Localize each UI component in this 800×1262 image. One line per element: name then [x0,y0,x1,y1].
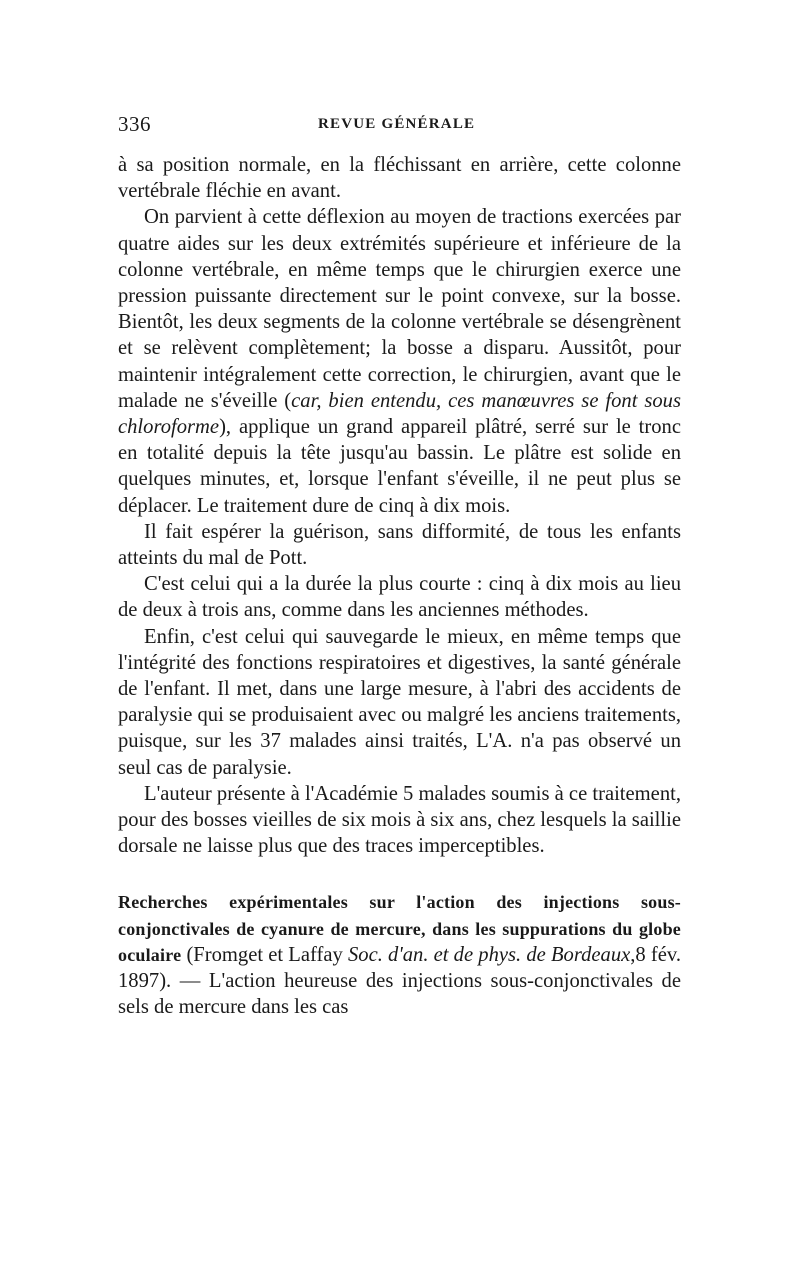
paragraph-1-text: à sa position normale, en la fléchissant en arrière, cette colonne vertébrale fléchie en avant. [118,154,681,203]
paragraph-3 [118,519,681,571]
running-head: REVUE GÉNÉRALE [318,116,476,132]
paragraph-4 [118,571,681,623]
paragraph-6 [118,781,681,860]
section-entry [118,889,681,1020]
paragraph-5 [118,624,681,781]
paragraph-2-italic: car, bien entendu, ces manœuvres se font sous chloroforme [118,389,681,439]
paragraph-3-text: Il fait espérer la guérison, sans difformité, de tous les enfants atteints du mal de Pott. [118,520,681,570]
section-reference-journal: Soc. d'an. et de phys. de Bordeaux [347,943,631,966]
section-reference-after: ,8 fév. 1897). — L'action heureuse des injections sous-conjonctivales de sels de mercure dans les cas [118,943,681,1019]
section-title: Recherches expérimentales sur l'action des injections sous-conjonctivales de cyanure de mercure, dans les suppurations du globe oculaire [118,892,681,965]
paragraph-4-text: C'est celui qui a la durée la plus courte : cinq à dix mois au lieu de deux à trois ans, comme dans les anciennes méthodes. [118,573,681,622]
paragraph-2-text-after: ), applique un grand appareil plâtré, serré sur le tronc en totalité depuis la tête jusqu'au bassin. Le plâtre est solide en quelques minutes, et, lorsque l'enfant s'éveille, il ne peut plus se déplacer. Le traitement dure de cinq à dix mois. [118,416,681,517]
paragraph-6-text: L'auteur présente à l'Académie 5 malades soumis à ce traitement, pour des bosses vieilles de six mois à six ans, chez lesquels la saillie dorsale ne laisse plus que des traces imperceptibles. [118,782,681,858]
body-text [118,152,681,859]
paragraph-2-text-before: On parvient à cette déflexion au moyen de tractions exercées par quatre aides sur les deux extrémités supérieure et inférieure de la colonne vertébrale, en même temps que le chirurgien exerce une pression puissante directement sur le point convexe, sur la bosse. Bientôt, les deux segments de la colonne vertébrale se désengrènent et se relèvent complètement; la bosse a disparu. Aussitôt, pour maintenir intégralement cette correction, le chirurgien, avant que le malade ne s'éveille ( [118,206,681,412]
paragraph-1 [118,152,681,204]
section-reference-before: (Fromget et Laffay [181,943,348,966]
page-header [118,112,681,140]
document-page [118,112,681,1041]
paragraph-5-text: Enfin, c'est celui qui sauvegarde le mieux, en même temps que l'intégrité des fonctions respiratoires et digestives, la santé générale de l'enfant. Il met, dans une large mesure, à l'abri des accidents de paralysie qui se produisaient avec ou malgré les anciens traitements, puisque, sur les 37 malades ainsi traités, L'A. n'a pas observé un seul cas de paralysie. [118,625,681,779]
paragraph-2 [118,204,681,518]
page-number: 336 [118,112,151,136]
